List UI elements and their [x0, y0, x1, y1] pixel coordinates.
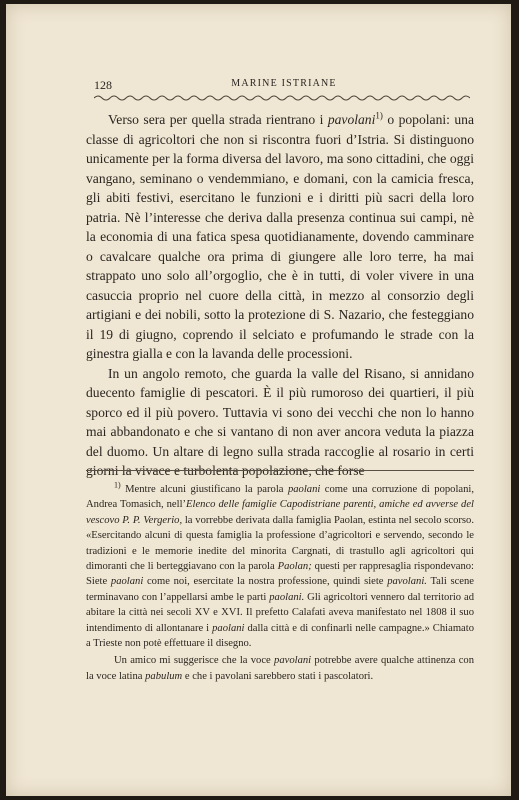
- page-number: 128: [94, 78, 112, 92]
- footnote-separator: [86, 470, 474, 471]
- book-page: [6, 4, 511, 796]
- main-text: [86, 110, 474, 481]
- term-pavolani: pavolani: [327, 112, 376, 127]
- footnote-reference[interactable]: 1): [375, 110, 383, 121]
- paragraph-pavolani: Verso sera per quella strada rientrano i pavolani$^{1)}$ o popolani: una classe di agricoltori che non si riscontra fuori d’Istria. Si distinguono unicamente per la forma diversa del lavoro, ma sono cittadini, che oggi vangano, seminano o vendemmiano, e domani, con la camicia fresca, gli abiti festivi, esercitano le funzioni e i diritti più sacri della loro patria. Nè l’interesse che deriva dalla presenza continua sui campi, nè la economia di una fatica spesa quotidianamente, dovendo camminare o cavalcare qualche ora prima di giungere alle loro terre, ha mai strappato uno solo all’orgoglio, che è in tutti, di voler vivere in una casuccia proprio nel cuore della città, in mezzo al consorzio degli artigiani e dei nobili, sotto la protezione di S. Nazario, che festeggiano il 19 di giugno, coprendo il selciato e profumando le strade con la ginestra gialla e con la lavanda delle processioni.: [86, 110, 474, 361]
- footnote-marker: 1): [114, 480, 121, 490]
- footnote-1: $^{1)}$ Mentre alcuni giustificano la parola paolani come una corruzione di popolani, Andrea Tomasich, nell’Elenco delle famiglie Capodistriane parenti, amiche ed avverse del vescovo P. P. Vergerio, la vorrebbe derivata dalla famiglia Paolan, estinta nel secolo scorso. «Esercitando alcuni di questa famiglia la professione d’agricoltori e servendo, secondo le tradizioni e le memorie inedite del minorita Cargnati, di trastullo agli agricoltori qui dimoranti che li berteggiavano con la parola Paolan; questi per rappresaglia rispondevano: Siete paolani come noi, esercitate la nostra professione, quindi siete pavolani. Tali scene terminavano con l’appellarsi ambe le parti paolani. Gli agricoltori vennero dal territorio ad abitare la città nei secoli XV e XVI. Il prefetto Calafati aveva manifestato nel 1808 il suo intendimento di allontanare i paolani dalla città e di confinarli nelle campagne.» Chiamato a Trieste non potè effettuare il disegno.: [86, 480, 475, 650]
- footnote-1-addendum: Un amico mi suggerisce che la voce pavolani potrebbe avere qualche attinenza con la voce latina pabulum e che i pavolani sarebbero stati i pascolatori.: [86, 655, 474, 682]
- footnotes: [86, 482, 474, 684]
- running-title: MARINE ISTRIANE: [231, 78, 337, 89]
- paragraph-pescatori: In un angolo remoto, che guarda la valle del Risano, si annidano duecento famiglie di pescatori. È il più rumoroso dei quartieri, il più sporco ed il più povero. Tuttavia vi sono dei vecchi che non lo hanno mai abbandonato e che si vantano di non aver ancora veduta la piazza del duomo. Un altare di legno sulla strada raccoglie al rosario in certi giorni la vivace e turbolenta popolazione, che forse: [86, 365, 474, 478]
- wavy-rule-ornament: [94, 94, 470, 102]
- work-title: Elenco delle famiglie Capodistriane parenti, amiche ed avverse del vescovo P. P. Vergerio,: [86, 499, 474, 526]
- page-header: [94, 74, 470, 94]
